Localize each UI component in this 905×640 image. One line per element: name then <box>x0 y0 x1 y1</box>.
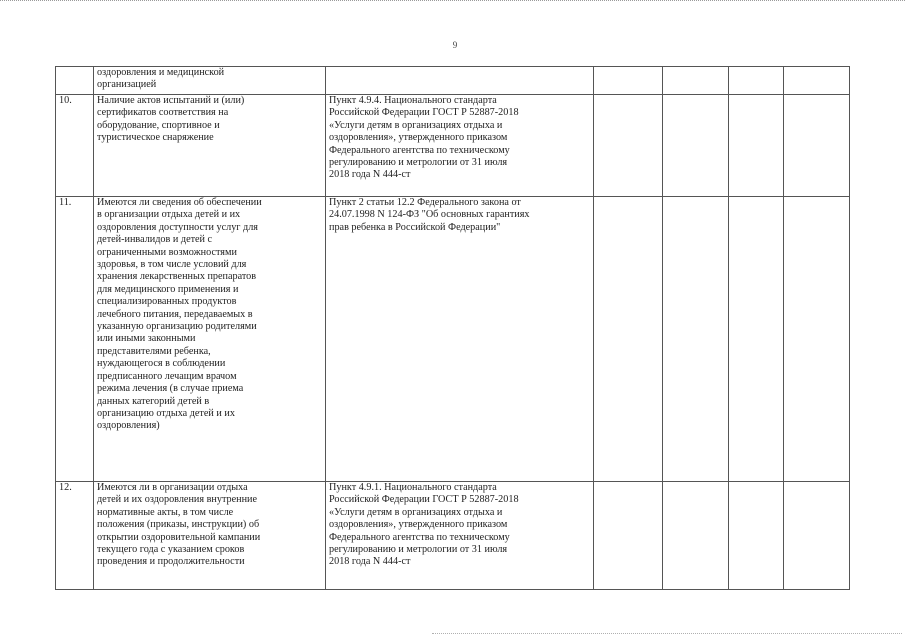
answer-cell-na <box>729 197 784 482</box>
answer-cell-na <box>729 67 784 95</box>
bottom-dotted-line <box>432 633 902 634</box>
normative-reference: Пункт 4.9.1. Национального стандарта Российской Федерации ГОСТ Р 52887-2018 «Услуги детям в организациях отдыха и оздоровления», утвержденного приказом Федерального агентства по техническому регулированию и метрологии от 31 июля 2018 года N 444-ст <box>326 482 594 590</box>
row-number: 11. <box>56 197 94 482</box>
row-number: 12. <box>56 482 94 590</box>
table-row <box>56 67 850 95</box>
requirement-question: Имеются ли сведения об обеспечении в организации отдыха детей и их оздоровления доступности услуг для детей-инвалидов и детей с ограниченными возможностями здоровья, в том числе условий для хранения лекарственных препаратов для медицинского применения и специализированных продуктов лечебного питания, передаваемых в указанную организацию родителями или иными законными представителями ребенка, нуждающегося в соблюдении предписанного лечащим врачом режима лечения (в случае приема данных категорий детей в организацию отдыха детей и их оздоровления) <box>94 197 326 482</box>
normative-reference: Пункт 4.9.4. Национального стандарта Российской Федерации ГОСТ Р 52887-2018 «Услуги детям в организациях отдыха и оздоровления», утвержденного приказом Федерального агентства по техническому регулированию и метрологии от 31 июля 2018 года N 444-ст <box>326 95 594 197</box>
answer-cell-no <box>663 197 729 482</box>
answer-cell-yes <box>594 95 663 197</box>
notes-cell <box>784 482 850 590</box>
row-number <box>56 67 94 95</box>
answer-cell-yes <box>594 67 663 95</box>
row-number: 10. <box>56 95 94 197</box>
table-row <box>56 197 850 482</box>
notes-cell <box>784 197 850 482</box>
table-row <box>56 95 850 197</box>
checklist-table <box>55 66 850 590</box>
answer-cell-no <box>663 67 729 95</box>
answer-cell-no <box>663 95 729 197</box>
requirement-question: Имеются ли в организации отдыха детей и их оздоровления внутренние нормативные акты, в том числе положения (приказы, инструкции) об открытии оздоровительной кампании текущего года с указанием сроков проведения и продолжительности <box>94 482 326 590</box>
top-dotted-line <box>0 0 905 1</box>
answer-cell-na <box>729 95 784 197</box>
table-row <box>56 482 850 590</box>
answer-cell-no <box>663 482 729 590</box>
notes-cell <box>784 67 850 95</box>
normative-reference <box>326 67 594 95</box>
answer-cell-yes <box>594 197 663 482</box>
answer-cell-yes <box>594 482 663 590</box>
answer-cell-na <box>729 482 784 590</box>
normative-reference: Пункт 2 статьи 12.2 Федерального закона от 24.07.1998 N 124-ФЗ "Об основных гарантиях прав ребенка в Российской Федерации" <box>326 197 594 482</box>
page-number: 9 <box>452 40 458 50</box>
requirement-question: Наличие актов испытаний и (или) сертификатов соответствия на оборудование, спортивное и туристическое снаряжение <box>94 95 326 197</box>
notes-cell <box>784 95 850 197</box>
requirement-question: оздоровления и медицинской организацией <box>94 67 326 95</box>
